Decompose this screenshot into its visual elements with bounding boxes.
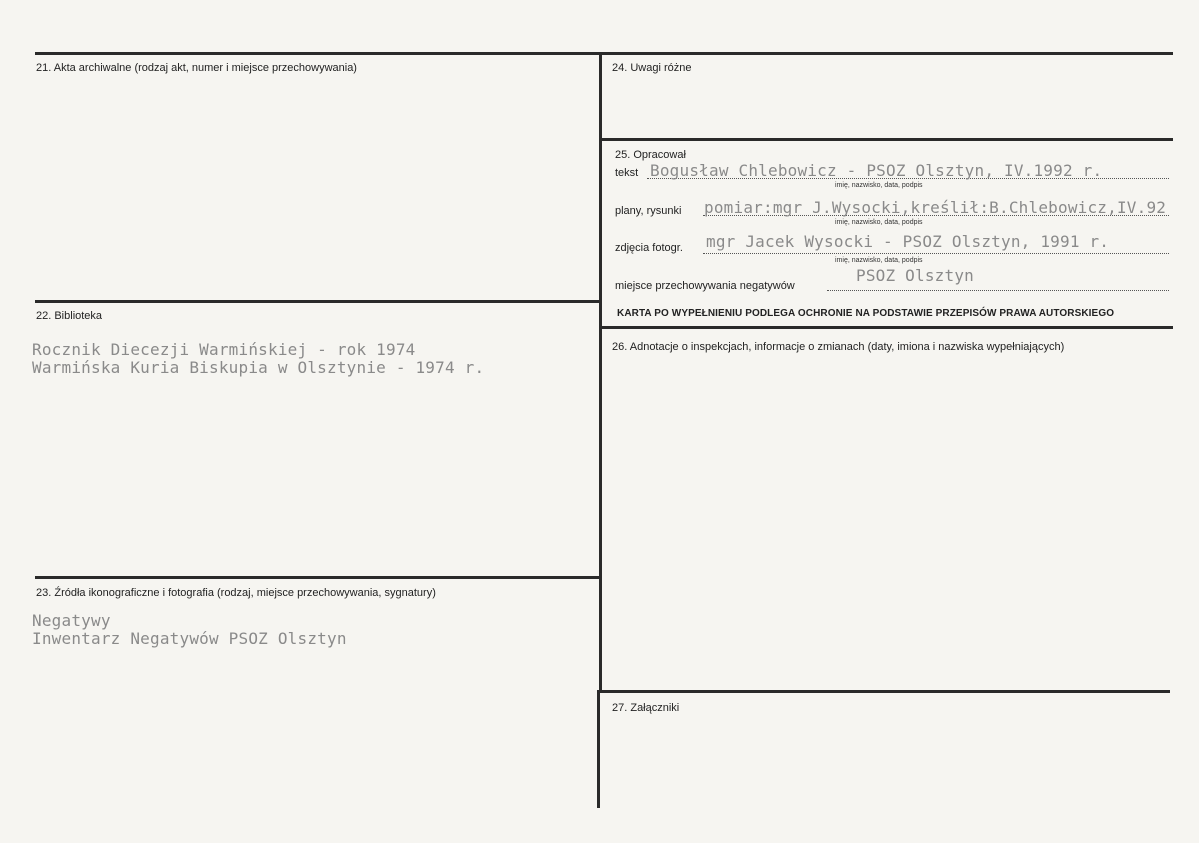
section-23-label: 23. Źródła ikonograficzne i fotografia (rodzaj, miejsce przechowywania, sygnatury) [36, 587, 436, 599]
text-author-hint: imię, nazwisko, data, podpis [835, 182, 923, 189]
section-26-label: 26. Adnotacje o inspekcjach, informacje o zmianach (daty, imiona i nazwiska wypełniających) [612, 341, 1065, 353]
section-24-label: 24. Uwagi różne [612, 62, 692, 74]
top-border-right [601, 52, 1173, 55]
text-author-label: tekst [615, 167, 639, 179]
divider-22-23 [35, 576, 599, 579]
negatives-location-line [827, 290, 1169, 291]
negatives-location-value: PSOZ Olsztyn [856, 266, 974, 285]
divider-25-26 [601, 326, 1173, 329]
library-entry-1: Rocznik Diecezji Warmińskiej - rok 1974 [32, 340, 416, 359]
section-21-label: 21. Akta archiwalne (rodzaj akt, numer i miejsce przechowywania) [36, 62, 357, 74]
drawings-author-label: plany, rysunki [615, 205, 682, 217]
text-author-value: Bogusław Chlebowicz - PSOZ Olsztyn, IV.1992 r. [650, 161, 1103, 180]
photos-author-value: mgr Jacek Wysocki - PSOZ Olsztyn, 1991 r. [706, 232, 1110, 251]
center-divider [599, 52, 602, 692]
drawings-author-value: pomiar:mgr J.Wysocki,kreślił:B.Chlebowicz,IV.92 [704, 198, 1167, 217]
section-27-label: 27. Załączniki [612, 702, 680, 714]
center-divider-lower [597, 690, 600, 808]
drawings-author-hint: imię, nazwisko, data, podpis [835, 219, 923, 226]
library-entry-2: Warmińska Kuria Biskupia w Olsztynie - 1974 r. [32, 358, 485, 377]
section-22-label: 22. Biblioteka [36, 310, 103, 322]
divider-21-22 [35, 300, 601, 303]
photos-author-hint: imię, nazwisko, data, podpis [835, 257, 923, 264]
top-border-left [35, 52, 601, 55]
section-25-label: 25. Opracował [615, 149, 686, 161]
photos-author-label: zdjęcia fotogr. [615, 242, 683, 254]
photos-author-line [703, 253, 1169, 254]
copyright-notice: KARTA PO WYPEŁNIENIU PODLEGA OCHRONIE NA PODSTAWIE PRZEPISÓW PRAWA AUTORSKIEGO [617, 308, 1115, 319]
divider-24-25 [601, 138, 1173, 141]
divider-26-27 [598, 690, 1170, 693]
iconographic-entry-2: Inwentarz Negatywów PSOZ Olsztyn [32, 629, 347, 648]
negatives-location-label: miejsce przechowywania negatywów [615, 280, 795, 292]
iconographic-entry-1: Negatywy [32, 611, 111, 630]
